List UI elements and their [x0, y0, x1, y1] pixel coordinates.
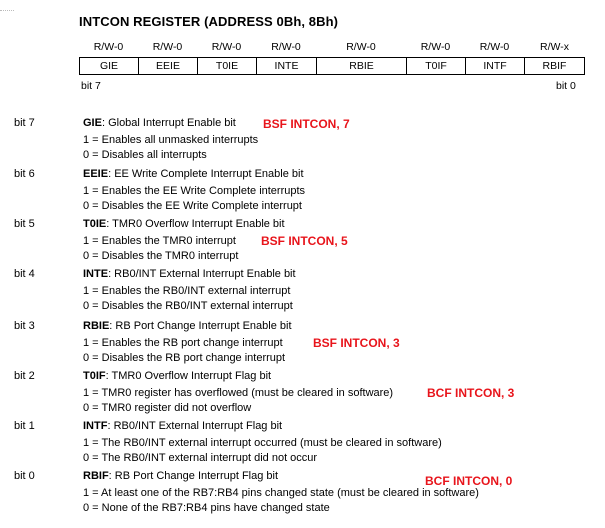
bit-number: bit 2 — [14, 370, 35, 382]
bit-name: T0IF — [83, 370, 106, 382]
register-cell-t0if: T0IF — [407, 58, 466, 74]
instruction-annotation: BCF INTCON, 0 — [425, 474, 513, 488]
bit-number: bit 6 — [14, 168, 35, 180]
bit-heading — [83, 320, 292, 332]
bit-heading — [83, 470, 278, 482]
bit-number: bit 3 — [14, 320, 35, 332]
register-cell-inte: INTE — [257, 58, 317, 74]
bit-name: GIE — [83, 117, 102, 129]
bit-set-meaning: 1 = Enables the RB port change interrupt — [83, 337, 283, 349]
bit-set-meaning: 1 = Enables the EE Write Complete interrupts — [83, 185, 306, 197]
bit-clear-meaning: 0 = Disables all interrupts — [83, 149, 207, 161]
msb-label: bit 7 — [81, 80, 101, 92]
bit-name: INTE — [83, 268, 109, 280]
bit-desc: : TMR0 Overflow Interrupt Flag bit — [105, 370, 272, 382]
bit-heading — [83, 117, 236, 129]
register-cell-rbif: RBIF — [542, 60, 567, 72]
register-cell-eeie: EEIE — [139, 58, 198, 74]
access-label: R/W-0 — [420, 41, 451, 53]
bit-set-meaning: 1 = Enables the TMR0 interrupt — [83, 235, 236, 247]
bit-name: INTF — [83, 420, 108, 432]
bit-desc: : EE Write Complete Interrupt Enable bit — [108, 168, 304, 180]
bit-heading — [83, 370, 271, 382]
bit-set-meaning: 1 = The RB0/INT external interrupt occurred (must be cleared in software) — [83, 437, 442, 449]
access-label: R/W-0 — [271, 41, 301, 53]
bit-set-meaning: 1 = Enables all unmasked interrupts — [83, 134, 259, 146]
access-label: R/W-0 — [346, 41, 376, 53]
bit-set-meaning: 1 = TMR0 register has overflowed (must be cleared in software) — [83, 387, 394, 399]
bit-set-meaning: 1 = Enables the RB0/INT external interrupt — [83, 285, 291, 297]
bit-name: EEIE — [83, 168, 109, 180]
instruction-annotation: BSF INTCON, 7 — [263, 117, 350, 131]
access-label: R/W-0 — [211, 41, 242, 53]
register-cell-intf: INTF — [466, 58, 525, 74]
bit-heading — [83, 420, 282, 432]
instruction-annotation: BSF INTCON, 3 — [313, 336, 400, 350]
bit-clear-meaning: 0 = TMR0 register did not overflow — [83, 402, 252, 414]
bit-name: RBIF — [83, 470, 109, 482]
bit-clear-meaning: 0 = Disables the RB port change interrupt — [83, 352, 286, 364]
bit-number: bit 0 — [14, 470, 35, 482]
bit-name: RBIE — [83, 320, 110, 332]
access-label: R/W-x — [540, 41, 569, 53]
register-title: INTCON REGISTER (ADDRESS 0Bh, 8Bh) — [79, 14, 339, 29]
access-label: R/W-0 — [93, 41, 124, 53]
access-label: R/W-0 — [479, 41, 510, 53]
bit-clear-meaning: 0 = None of the RB7:RB4 pins have changed state — [83, 502, 330, 514]
bit-number: bit 7 — [14, 117, 35, 129]
bit-desc: : RB Port Change Interrupt Flag bit — [108, 470, 279, 482]
register-cell-rbie: RBIE — [317, 58, 407, 74]
register-cell-t0ie: T0IE — [198, 58, 257, 74]
bit-desc: : Global Interrupt Enable bit — [101, 117, 236, 129]
bit-heading — [83, 168, 304, 180]
bit-number: bit 1 — [14, 420, 35, 432]
bit-desc: : TMR0 Overflow Interrupt Enable bit — [106, 218, 285, 230]
bit-desc: : RB0/INT External Interrupt Enable bit — [108, 268, 296, 280]
instruction-annotation: BSF INTCON, 5 — [261, 234, 348, 248]
lsb-label: bit 0 — [556, 80, 576, 92]
instruction-annotation: BCF INTCON, 3 — [427, 386, 515, 400]
bit-clear-meaning: 0 = Disables the EE Write Complete interrupt — [83, 200, 302, 212]
corner-mark — [0, 10, 14, 19]
bit-clear-meaning: 0 = The RB0/INT external interrupt did not occur — [83, 452, 318, 464]
bit-name: T0IE — [83, 218, 107, 230]
bit-number: bit 4 — [14, 268, 35, 280]
access-label: R/W-0 — [152, 41, 183, 53]
bit-heading — [83, 268, 296, 280]
bit-desc: : RB0/INT External Interrupt Flag bit — [107, 420, 283, 432]
bit-heading — [83, 218, 285, 230]
bit-desc: : RB Port Change Interrupt Enable bit — [109, 320, 292, 332]
register-cell-gie: GIE — [80, 58, 139, 74]
register-bit-table — [79, 57, 585, 75]
bit-clear-meaning: 0 = Disables the RB0/INT external interrupt — [83, 300, 293, 312]
bit-number: bit 5 — [14, 218, 35, 230]
bit-clear-meaning: 0 = Disables the TMR0 interrupt — [83, 250, 239, 262]
bit-set-meaning: 1 = At least one of the RB7:RB4 pins changed state (must be cleared in software) — [83, 487, 479, 499]
